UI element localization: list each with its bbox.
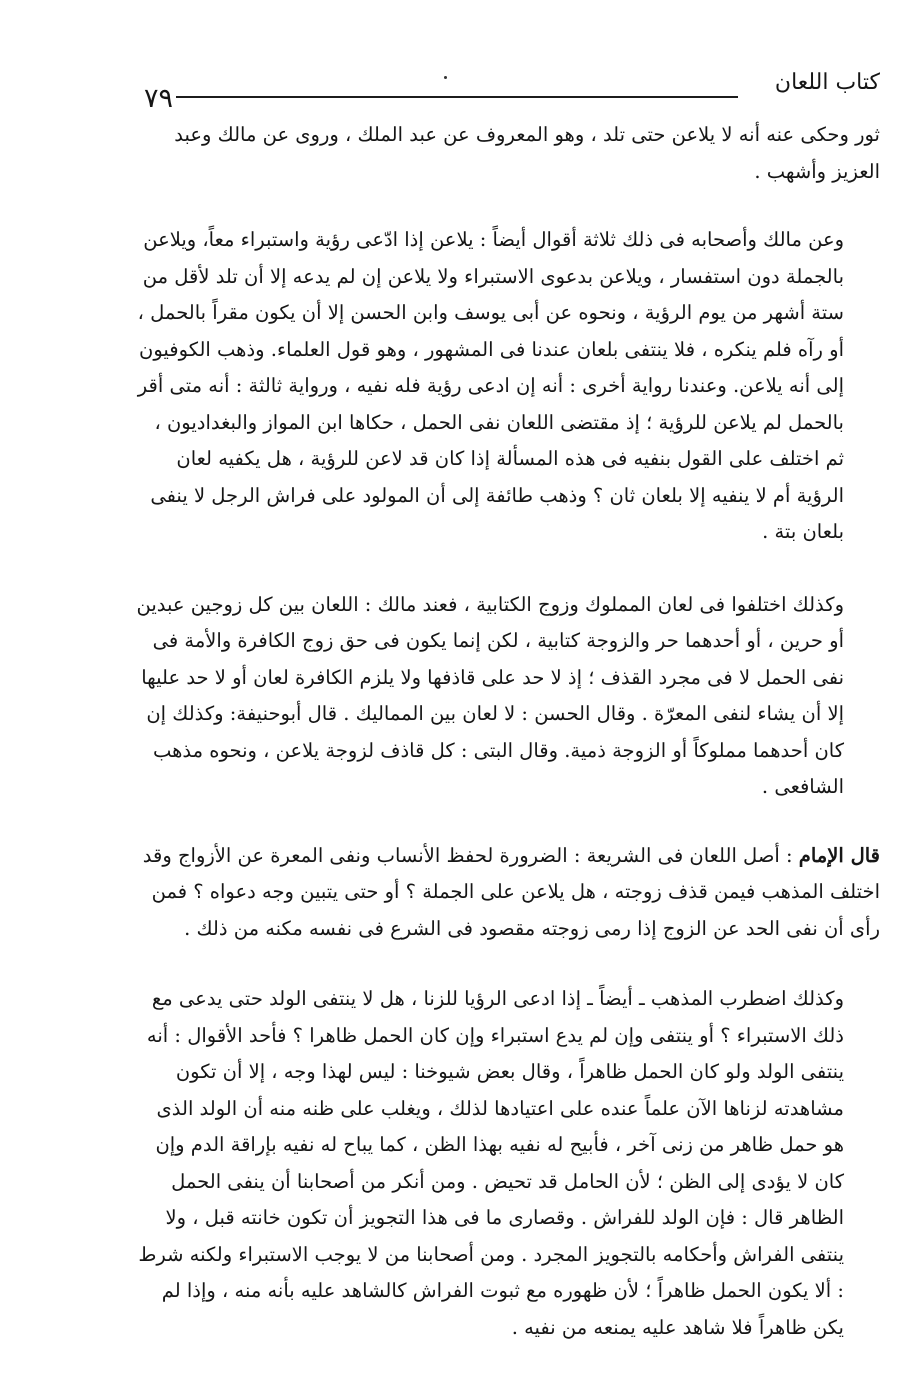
- paragraph-5-text: وكذلك اضطرب المذهب ـ أيضاً ـ إذا ادعى الرؤيا للزنا ، هل لا ينتفى الولد حتى يدعى مع ذلك الاستبراء ؟ أو ينتفى وإن لم يدع استبراء وإن كان الحمل ظاهرا ؟ فأحد الأقوال : أنه ينتفى الولد ولو كان الحمل ظاهراً ، وقال بعض شيوخنا : ليس لهذا وجه ، إلا أن تكون مشاهدته لزناها الآن علماً عنده على اعتيادها لذلك ، ويغلب على ظنه منه أن الولد الذى هو حمل ظاهر من زنى آخر ، فأبيح له نفيه بهذا الظن ، كما يباح له نفيه بإراقة الدم وإن كان لا يؤدى إلى الظن ؛ لأن الحامل قد تحيض . ومن أنكر من أصحابنا أن ينفى الحمل الظاهر قال : فإن الولد للفراش . وقصارى ما فى هذا التجويز أن تكون خانته قبل ، ولا ينتفى الفراش وأحكامه بالتجويز المجرد . ومن أصحابنا من لا يوجب الاستبراء ولكنه شرط : ألا يكون الحمل ظاهراً ؛ لأن ظهوره مع ثبوت الفراش كالشاهد عليه بأنه منه ، وإذا لم يكن ظاهراً فلا شاهد عليه يمنعه من نفيه .: [138, 987, 844, 1339]
- paragraph-2: [130, 222, 880, 551]
- header-rule: [176, 96, 738, 98]
- paragraph-4-lead: قال الإمام: [798, 843, 880, 867]
- page-body: [130, 117, 880, 1346]
- page-number: ٧٩: [144, 83, 174, 114]
- paragraph-3: [130, 587, 880, 806]
- running-title: كتاب اللعان: [774, 70, 880, 95]
- paragraph-4-text: : أصل اللعان فى الشريعة : الضرورة لحفظ الأنساب ونفى المعرة عن الأزواج وقد اختلف المذهب فيمن قذف زوجته ، هل يلاعن على الجملة ؟ أو حتى يتبين وجه دعواه ؟ فمن رأى أن نفى الحد عن الزوج إذا رمى زوجته مقصود فى الشرع فى نفسه مكنه من ذلك .: [142, 843, 880, 940]
- paragraph-5: [130, 981, 880, 1346]
- paragraph-1: [130, 117, 880, 190]
- paragraph-1-text: ثور وحكى عنه أنه لا يلاعن حتى تلد ، وهو المعروف عن عبد الملك ، وروى عن مالك وعبد العزيز وأشهب .: [174, 123, 880, 183]
- paragraph-3-text: وكذلك اختلفوا فى لعان المملوك وزوج الكتابية ، فعند مالك : اللعان بين كل زوجين عبدين أو حرين ، أو أحدهما حر والزوجة كتابية ، لكن إنما يكون فى حق زوج الكافرة والأمة فى نفى الحمل لا فى مجرد القذف ؛ إذ لا حد على قاذفها ولا يلزم الكافرة لعان أو لا حد عليها إلا أن يشاء لنفى المعرّة . وقال الحسن : لا لعان بين المماليك . قال أبوحنيفة: وكذلك إن كان أحدهما مملوكاً أو الزوجة ذمية. وقال البتى : كل قاذف لزوجة يلاعن ، ونحوه مذهب الشافعى .: [136, 592, 844, 798]
- page-header: [130, 62, 880, 114]
- paragraph-2-text: وعن مالك وأصحابه فى ذلك ثلاثة أقوال أيضاً : يلاعن إذا ادّعى رؤية واستبراء معاً، ويلاعن بالجملة دون استفسار ، ويلاعن بدعوى الاستبراء ولا يلاعن إن لم يدعه إلا أن تلد لأقل من ستة أشهر من يوم الرؤية ، ونحوه عن أبى يوسف وابن الحسن إلا أن يكون مقراً بالحمل ، أو رآه فلم ينكره ، فلا ينتفى بلعان عندنا فى المشهور ، وهو قول العلماء. وذهب الكوفيون إلى أنه يلاعن. وعندنا رواية أخرى : أنه إن ادعى رؤية فله نفيه ، ورواية ثالثة : أنه متى أقر بالحمل لم يلاعن للرؤية ؛ إذ مقتضى اللعان نفى الحمل ، حكاها ابن المواز والبغداديون ، ثم اختلف على القول بنفيه فى هذه المسألة إذا كان قد لاعن للرؤية ، هل يكفيه لعان الرؤية أم لا ينفيه إلا بلعان ثان ؟ وذهب طائفة إلى أن المولود على فراش الرجل لا ينفى بلعان بتة .: [137, 228, 844, 543]
- paragraph-4: [130, 838, 880, 948]
